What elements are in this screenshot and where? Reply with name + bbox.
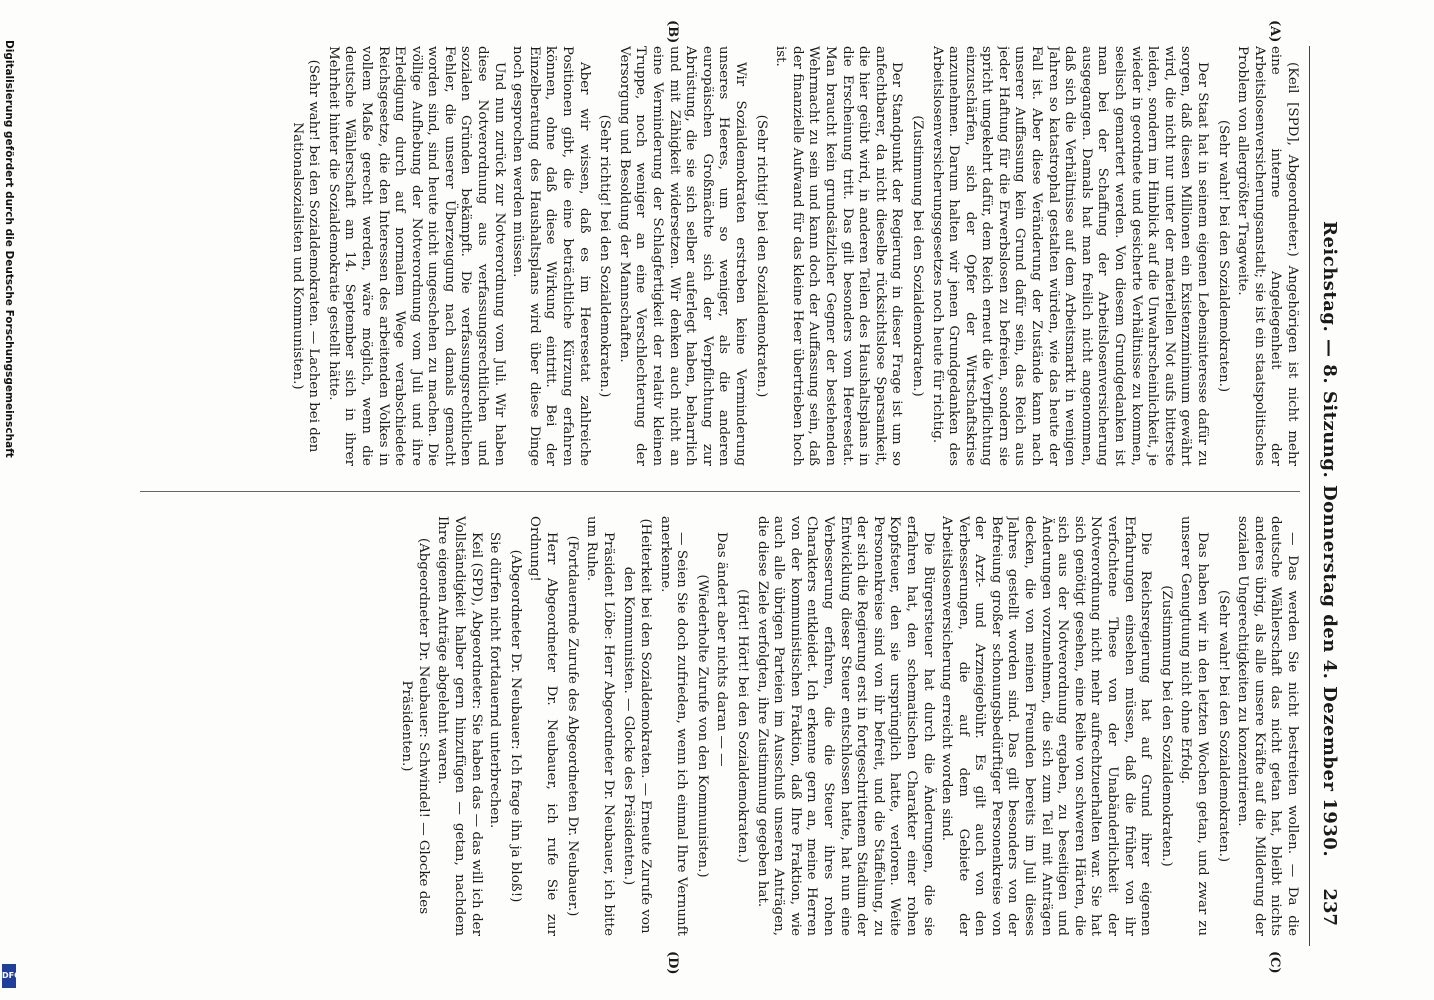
text-paragraph: Präsident Löbe: Herr Abgeordneter Dr. Neubauer, ich bitte um Ruhe. [584, 516, 616, 936]
page-number: 237 [1319, 888, 1340, 926]
right-text-column [140, 516, 1300, 936]
text-paragraph: Wir Sozialdemokraten erstreben keine Verminderung unseres Heeres, um so weniger, als die anderen europäischen Großmächte sich der Verpflichtung zur Abrüstung, die sie sich selber auferlegt haben, beharrlich und mit Zähigkeit widersetzen. Wir denken auch nicht an eine Verminderung der Schlagfertigkeit der relativ kleinen Truppe, noch weniger an eine Verschlechterung der Versorgung und Besoldung der Mannschaften. [616, 46, 748, 466]
digitization-credit [1, 40, 19, 990]
margin-mark-a: (A) [1267, 20, 1282, 43]
margin-mark-d: (D) [665, 951, 680, 975]
interjection-paragraph: (Sehr wahr! bei den Sozialdemokraten. — Lachen bei den Nationalsozialisten und Kommunisten.) [289, 59, 322, 453]
dfg-logo: DFG [2, 964, 16, 988]
interjection-paragraph: (Wiederholte Zurufe von den Kommunisten.) [694, 574, 710, 878]
page-header [1312, 46, 1340, 946]
text-paragraph: Die Bürgersteuer hat durch die Änderungen, die sie erfahren hat, den schematischen Charakter einer rohen Kopfsteuer, den sie ursprünglich hatte, verloren. Weite Personenkreise sind von ihr befreit, und die Staffelung, zu der sich die Regierung erst in fortgeschrittenem Stadium der Entwicklung dieser Steuer entschlossen hatte, hat nun eine Verbesserung erfahren, die die Steuer ihres rohen Charakters entkleidet. Ich erkenne gern an, meine Herren von der kommunistischen Fraktion, daß Ihre Fraktion, wie auch alle übrigen Parteien im Ausschuß unseren Anträgen, die diese Ziele verfolgten, ihre Zustimmung gegeben hat. [754, 516, 936, 936]
text-paragraph: Der Staat hat in seinem eigenen Lebensinteresse dafür zu sorgen, daß diesen Millionen ein Existenzminimum gewährt wird, die nicht nur unter der materiellen Not aufs bitterste leiden, sondern im Hinblick auf die Unwahrscheinlichkeit, je wieder in geordnete und gesicherte Verhältnisse zu kommen, seelisch gemartert werden. Von diesem Grundgedanken ist man bei der Schaffung der Arbeitslosenversicherung ausgegangen. Damals hat man freilich nicht angenommen, daß sich die Verhältnisse auf dem Arbeitsmarkt in wenigen Jahren so katastrophal gestalten würden, wie das heute der Fall ist. Aber diese Veränderung der Zustände kann nach unserer Auffassung kein Grund dafür sein, das Reich aus jeder Haftung für die Erwerbslosen zu befreien, sondern sie spricht umgekehrt dafür, dem Reich erneut die Verpflichtung einzuschärfen, sich der Opfer der Wirtschaftskrise anzunehmen. Darum halten wir jenen Grundgedanken des Arbeitslosenversicherungsgesetzes noch heute für richtig. [929, 46, 1211, 466]
text-paragraph: Das ändert aber nichts daran — — [714, 532, 730, 767]
interjection-paragraph: (Sehr richtig! bei den Sozialdemokraten.) [597, 114, 613, 398]
text-paragraph: Das haben wir in den letzten Wochen getan, und zwar zu unserer Genugtuung nicht ohne Erfolg. [1178, 516, 1211, 936]
text-paragraph: Und nun zurück zur Notverordnung vom Juli. Wir haben diese Notverordnung aus verfassungsrechtlichen und sozialen Gründen bekämpft. Die verfassungsrechtlichen Fehler, die unserer Überzeugung nach damals gemacht worden sind, sind heute nicht ungeschehen zu machen. Die völlige Aufhebung der Notverordnung vom Juli und ihre Erledigung durch auf normalem Wege verabschiedete Reichsgesetze, die den Interessen des arbeitenden Volkes in vollem Maße gerecht werden, wäre möglich, wenn die deutsche Wählerschaft am 14. September sich in ihrer Mehrheit hinter die Sozialdemokratie gestellt hätte. [325, 46, 507, 466]
margin-mark-c: (C) [1267, 951, 1282, 974]
text-paragraph: Die Reichsregierung hat auf Grund ihrer eigenen Erfahrungen einsehen müssen, daß die früher von ihr verfochtene These von der Unabänderlichkeit der Notverordnung nicht mehr aufrechtzuerhalten war. Sie hat sich genötigt gesehen, eine Reihe von schweren Härten, die sich aus der Notverordnung ergaben, zu beseitigen und Änderungen vorzunehmen, die sich zum Teil mit Anträgen decken, die von meinen Freunden bereits im Juli dieses Jahres gestellt worden sind. Das gilt besonders von der Befreiung großer schonungsbedürftiger Personenkreise von der Arzt- und Arzneigebühr. Es gilt auch von den Verbesserungen, die auf dem Gebiete der Arbeitslosenversicherung erreicht worden sind. [939, 516, 1154, 936]
text-paragraph: Sie dürfen nicht fortdauernd unterbrechen. [487, 532, 503, 829]
column-divider [140, 491, 1300, 492]
interjection-paragraph: (Sehr wahr! bei den Sozialdemokraten.) [1215, 589, 1231, 863]
text-paragraph: Aber wir wissen, daß es im Heeresetat zahlreiche Positionen gibt, die eine beträchtliche Kürzung erfahren können, ohne daß diese Wirkung eintritt. Bei der Einzelberatung des Haushaltsplans wird über diese Dinge noch gesprochen werden müssen. [510, 46, 592, 466]
text-paragraph: Herr Abgeordneter Dr. Neubauer, ich rufe Sie zur Ordnung! [527, 516, 560, 936]
text-paragraph: Der Standpunkt der Regierung in dieser Frage ist um so anfechtbarer, da nicht dieselbe rücksichtslose Sparsamkeit, die hier geübt wird, in anderen Teilen des Haushaltsplans in die Erscheinung tritt. Das gilt besonders vom Heeresetat. Man braucht kein grundsätzlicher Gegner der bestehenden Wehrmacht zu sein und kann doch der Auffassung sein, daß der finanzielle Aufwand für das kleine Heer übertrieben hoch ist. [773, 46, 905, 466]
interjection-paragraph: (Sehr wahr! bei den Sozialdemokraten.) [1215, 119, 1231, 393]
left-text-column [140, 46, 1300, 466]
interjection-paragraph: (Sehr richtig! bei den Sozialdemokraten.) [753, 114, 769, 398]
interjection-paragraph: (Abgeordneter Dr. Neubauer: Ich frage ihn ja bloß!) [507, 549, 523, 903]
interjection-paragraph: (Zustimmung bei den Sozialdemokraten.) [1158, 585, 1174, 867]
text-paragraph: — Das werden Sie nicht bestreiten wollen. — Da die deutsche Wählerschaft das nicht getan hat, bleibt nichts anderes übrig, als alle unsere Kräfte auf die Milderung der sozialen Ungerechtigkeiten zu konzentrieren. [1235, 516, 1300, 936]
rotated-page-content [130, 20, 1340, 975]
page-title: Reichstag. — 8. Sitzung. Donnerstag den 4. Dezember 1930. [1319, 221, 1340, 858]
header-rule [1309, 46, 1310, 946]
text-paragraph: (Keil [SPD], Abgeordneter.) Angehörigen ist nicht mehr eine interne Angelegenheit der Arbeitslosenversicherungsanstalt; sie ist ein staatspolitisches Problem von allergrößter Tragweite. [1235, 46, 1300, 466]
interjection-paragraph: (Zustimmung bei den Sozialdemokraten.) [909, 115, 925, 397]
credit-text: Digitalisierung gefördert durch die Deutsche Forschungsgemeinschaft [3, 40, 15, 458]
text-paragraph: — Seien Sie doch zufrieden, wenn ich einmal Ihre Vernunft anerkenne. [657, 516, 690, 936]
text-paragraph: Keil (SPD), Abgeordneter: Sie haben das — das will ich der Vollständigkeit halber gern hinzufügen — getan, nachdem Ihre eigenen Anträge abgelehnt waren. [435, 516, 484, 936]
interjection-paragraph: (Fortdauernde Zurufe des Abgeordneten Dr. Neubauer.) [564, 535, 580, 917]
interjection-paragraph: (Heiterkeit bei den Sozialdemokraten. — Erneute Zurufe von den Kommunisten. — Glocke des Präsidenten.) [621, 518, 654, 934]
interjection-paragraph: (Hört! Hört! bei den Sozialdemokraten.) [735, 589, 750, 863]
interjection-paragraph: (Abgeordneter Dr. Neubauer: Schwindel! — Glocke des Präsidenten.) [399, 537, 431, 915]
margin-mark-b: (B) [665, 20, 680, 44]
